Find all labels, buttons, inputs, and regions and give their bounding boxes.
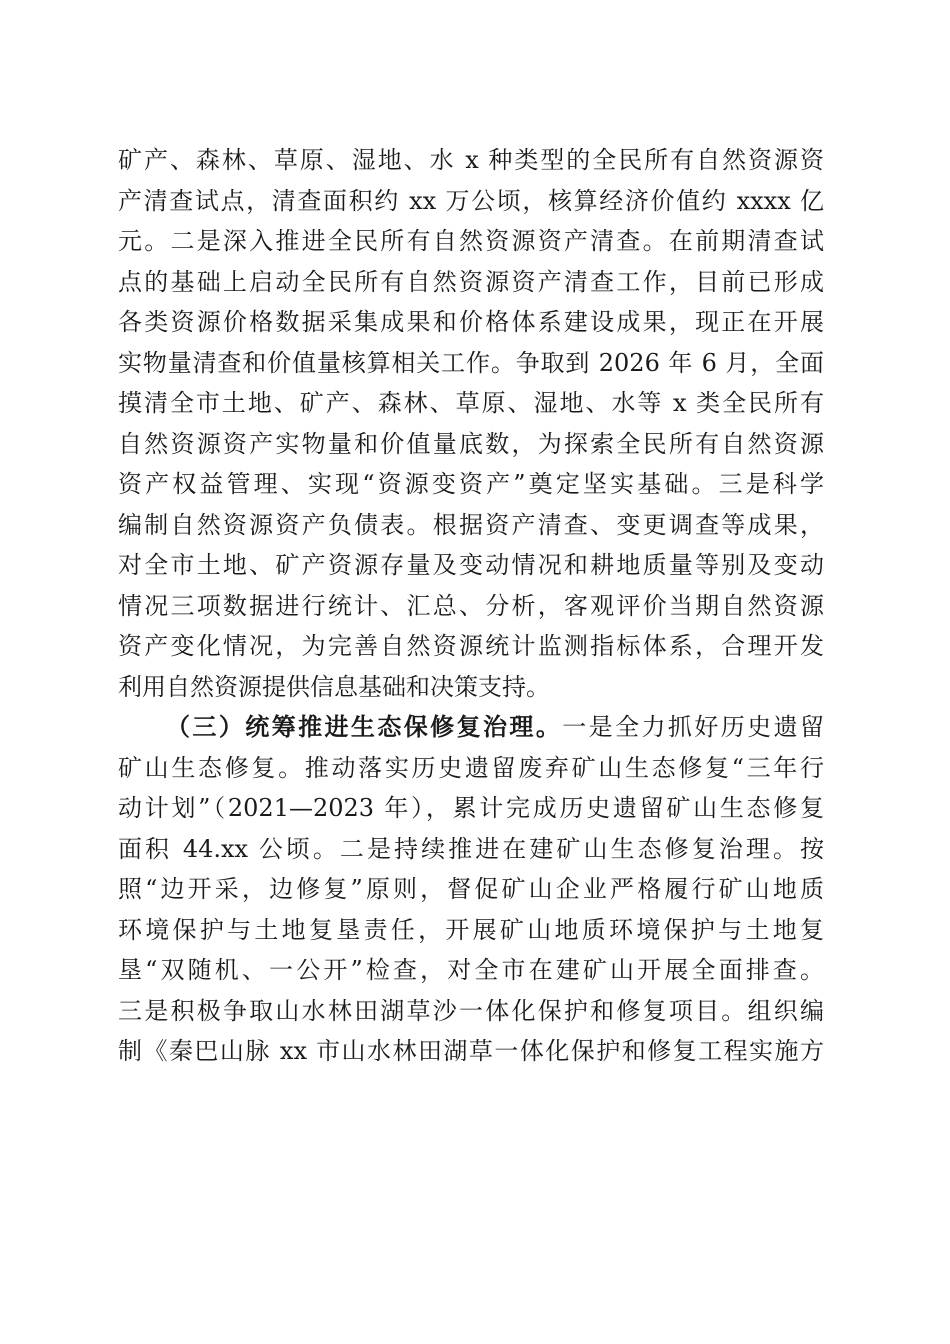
- section-heading: （三）统筹推进生态保修复治理。: [166, 712, 563, 741]
- text-line: 资产权益管理、实现“资源变资产”奠定坚实基础。三是科学: [118, 470, 824, 498]
- text-line: 矿产、森林、草原、湿地、水 x 种类型的全民所有自然资源资: [118, 146, 824, 174]
- text-line: 资产变化情况，为完善自然资源统计监测指标体系，合理开发: [118, 632, 824, 660]
- text-line: 制《秦巴山脉 xx 市山水林田湖草一体化保护和修复工程实施方: [118, 1037, 824, 1065]
- text-line: 动计划”（2021—2023 年），累计完成历史遗留矿山生态修复: [118, 794, 824, 822]
- text-line: 利用自然资源提供信息基础和决策支持。: [118, 672, 550, 701]
- paragraph-ecological-restoration: [118, 707, 824, 1072]
- text-line-first: [118, 707, 824, 748]
- text-line: 实物量清查和价值量核算相关工作。争取到 2026 年 6 月，全面: [118, 348, 824, 377]
- text-line: 各类资源价格数据采集成果和价格体系建设成果，现正在开展: [118, 308, 824, 336]
- paragraph-natural-resource-inventory: [118, 140, 824, 707]
- text-line: 点的基础上启动全民所有自然资源资产清查工作，目前已形成: [118, 267, 824, 296]
- text-line: 元。二是深入推进全民所有自然资源资产清查。在前期清查试: [118, 227, 824, 255]
- text-line: 情况三项数据进行统计、汇总、分析，客观评价当期自然资源: [118, 591, 824, 620]
- text-line: 产清查试点，清查面积约 xx 万公顷，核算经济价值约 xxxx 亿: [118, 186, 824, 215]
- text-line: 照“边开采，边修复”原则，督促矿山企业严格履行矿山地质: [118, 875, 824, 903]
- text-line: 摸清全市土地、矿产、森林、草原、湿地、水等 x 类全民所有: [118, 389, 824, 417]
- document-body: [118, 140, 824, 1072]
- text-line: 矿山生态修复。推动落实历史遗留废弃矿山生态修复“三年行: [118, 753, 824, 782]
- text-line: 对全市土地、矿产资源存量及变动情况和耕地质量等别及变动: [118, 551, 824, 579]
- text-line: 编制自然资源资产负债表。根据资产清查、变更调查等成果，: [118, 510, 824, 539]
- text-line: 三是积极争取山水林田湖草沙一体化保护和修复项目。组织编: [118, 996, 824, 1025]
- text-line: 环境保护与土地复垦责任，开展矿山地质环境保护与土地复: [118, 915, 824, 944]
- text-run: 一是全力抓好历史遗留: [562, 713, 824, 741]
- text-line: 自然资源资产实物量和价值量底数，为探索全民所有自然资源: [118, 429, 824, 458]
- text-line: 垦“双随机、一公开”检查，对全市在建矿山开展全面排查。: [118, 956, 824, 984]
- text-line: 面积 44.xx 公顷。二是持续推进在建矿山生态修复治理。按: [118, 834, 824, 863]
